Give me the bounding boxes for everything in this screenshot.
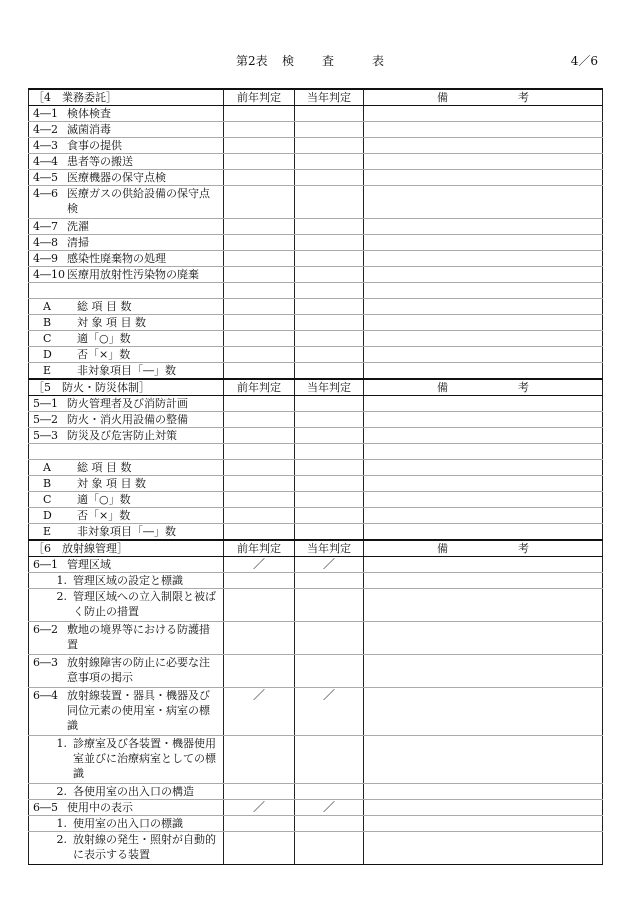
table-row [29,138,603,154]
curr-cell[interactable] [295,396,364,412]
item-label: 敷地の境界等における防護措置 [67,623,210,651]
table-row [29,186,603,219]
prev-cell[interactable] [224,428,295,444]
item-number: A [43,461,51,474]
curr-cell[interactable] [295,428,364,444]
table-row [29,557,603,573]
prev-cell-slash [224,688,295,736]
summary-row [29,476,603,492]
curr-cell[interactable] [295,363,364,380]
remark-cell[interactable] [364,122,603,138]
curr-cell[interactable] [295,573,364,589]
section-title: ［6 放射線管理］ [29,540,224,557]
section-header-row [29,89,603,106]
col-remark-header: 備 考 [364,379,603,396]
item-label: 洗濯 [67,220,89,233]
item-number: B [43,477,52,490]
title-part: 査 [322,54,335,68]
remark-cell[interactable] [364,331,603,347]
table-row [29,412,603,428]
curr-cell[interactable] [295,154,364,170]
table-row [29,816,603,832]
remark-cell[interactable] [364,816,603,832]
prev-cell[interactable] [224,154,295,170]
item-label: 使用中の表示 [67,801,133,814]
remark-cell[interactable] [364,347,603,363]
table-row [29,122,603,138]
remark-cell[interactable] [364,524,603,541]
not-applicable-slash: ／ [322,800,335,814]
summary-row [29,363,603,380]
remark-cell[interactable] [364,219,603,235]
page-number: 4／6 [570,54,598,68]
section-header-row [29,540,603,557]
prev-cell[interactable] [224,508,295,524]
item-number: 2. [56,785,67,798]
prev-cell[interactable] [224,492,295,508]
item-number: 4―4 [33,155,58,168]
curr-cell[interactable] [295,235,364,251]
item-label: 防火管理者及び消防計画 [67,397,188,410]
remark-cell[interactable] [364,138,603,154]
item-number: 4―10 [33,268,65,281]
item-number: 2. [56,590,67,603]
curr-cell-slash [295,557,364,573]
curr-cell[interactable] [295,492,364,508]
curr-cell[interactable] [295,589,364,622]
item-label: 医療ガスの供給設備の保守点検 [67,187,210,215]
curr-cell[interactable] [295,476,364,492]
item-number: 6―4 [33,689,58,702]
prev-cell[interactable] [224,235,295,251]
section-title: ［4 業務委託］ [29,89,224,106]
curr-cell[interactable] [295,315,364,331]
item-label: 適「○」数 [77,493,131,506]
prev-cell[interactable] [224,476,295,492]
title-part: 第2表 [236,54,268,68]
inspection-table [28,88,603,865]
curr-cell[interactable] [295,122,364,138]
prev-cell[interactable] [224,589,295,622]
curr-cell[interactable] [295,186,364,219]
prev-cell[interactable] [224,396,295,412]
prev-cell[interactable] [224,219,295,235]
prev-cell[interactable] [224,363,295,380]
prev-cell[interactable] [224,784,295,800]
remark-cell[interactable] [364,428,603,444]
prev-cell[interactable] [224,267,295,283]
curr-cell[interactable] [295,508,364,524]
not-applicable-slash: ／ [322,688,335,702]
table-row [29,800,603,816]
table-row [29,170,603,186]
table-row [29,235,603,251]
prev-cell[interactable] [224,573,295,589]
curr-cell[interactable] [295,784,364,800]
item-number: 2. [56,833,67,846]
col-prev-header: 前年判定 [224,540,295,557]
remark-cell[interactable] [364,460,603,476]
col-remark-header: 備 考 [364,540,603,557]
item-number: 5―1 [33,397,58,410]
prev-cell[interactable] [224,655,295,688]
prev-cell-slash [224,800,295,816]
item-label: 清掃 [67,236,89,249]
item-number: D [43,509,52,522]
blank-row [29,444,603,460]
table-row [29,784,603,800]
table-row [29,251,603,267]
remark-cell[interactable] [364,363,603,380]
prev-cell[interactable] [224,816,295,832]
item-label: 非対象項目「―」数 [77,364,176,377]
prev-cell[interactable] [224,122,295,138]
col-curr-header: 当年判定 [295,540,364,557]
curr-cell[interactable] [295,460,364,476]
prev-cell[interactable] [224,460,295,476]
item-number: D [43,348,52,361]
item-label: 適「○」数 [77,332,131,345]
curr-cell[interactable] [295,412,364,428]
item-number: C [43,332,52,345]
curr-cell[interactable] [295,816,364,832]
item-label: 否「×」数 [77,509,131,522]
prev-cell[interactable] [224,186,295,219]
item-number: E [43,364,52,377]
item-number: 6―1 [33,558,58,571]
item-label: 感染性廃棄物の処理 [67,252,166,265]
item-label: 医療用放射性汚染物の廃棄 [67,268,199,281]
curr-cell[interactable] [295,331,364,347]
table-row [29,589,603,622]
prev-cell[interactable] [224,524,295,541]
not-applicable-slash: ／ [252,688,265,702]
col-curr-header: 当年判定 [295,89,364,106]
item-label: 診療室及び各装置・機器使用室並びに治療病室としての標識 [73,737,216,780]
curr-cell[interactable] [295,219,364,235]
table-row [29,428,603,444]
item-number: 1. [56,817,67,830]
remark-cell[interactable] [364,800,603,816]
remark-cell[interactable] [364,267,603,283]
summary-row [29,460,603,476]
remark-cell[interactable] [364,315,603,331]
item-number: 6―2 [33,623,58,636]
item-label: 対 象 項 目 数 [77,316,146,329]
summary-row [29,492,603,508]
curr-cell[interactable] [295,299,364,315]
remark-cell[interactable] [364,170,603,186]
item-number: 6―5 [33,801,58,814]
item-number: 1. [56,737,67,750]
remark-cell[interactable] [364,589,603,622]
not-applicable-slash: ／ [322,557,335,571]
curr-cell[interactable] [295,267,364,283]
curr-cell[interactable] [295,106,364,122]
item-number: 5―3 [33,429,58,442]
prev-cell[interactable] [224,412,295,428]
remark-cell[interactable] [364,736,603,784]
summary-row [29,524,603,541]
remark-cell[interactable] [364,154,603,170]
curr-cell[interactable] [295,170,364,186]
summary-row [29,315,603,331]
prev-cell[interactable] [224,315,295,331]
table-row [29,736,603,784]
item-number: 4―7 [33,220,58,233]
item-number: 4―8 [33,236,58,249]
item-label: 放射線装置・器具・機器及び同位元素の使用室・病室の標識 [67,689,210,732]
item-label: 滅菌消毒 [67,123,111,136]
remark-cell[interactable] [364,573,603,589]
col-prev-header: 前年判定 [224,89,295,106]
col-curr-header: 当年判定 [295,379,364,396]
curr-cell-slash [295,688,364,736]
title-part: 表 [372,54,385,68]
item-number: 5―2 [33,413,58,426]
table-row [29,622,603,655]
prev-cell[interactable] [224,736,295,784]
table-row [29,154,603,170]
section-title: ［5 防火・防災体制］ [29,379,224,396]
item-label: 放射線の発生・照射が自動的に表示する装置 [73,833,216,861]
prev-cell[interactable] [224,170,295,186]
item-number: 4―9 [33,252,58,265]
title-part: 検 [282,54,295,68]
prev-cell[interactable] [224,106,295,122]
item-number: B [43,316,52,329]
remark-cell[interactable] [364,557,603,573]
item-label: 医療機器の保守点検 [67,171,166,184]
summary-row [29,508,603,524]
summary-row [29,331,603,347]
table-row [29,832,603,865]
table-row [29,655,603,688]
remark-cell[interactable] [364,492,603,508]
item-label: 防火・消火用設備の整備 [67,413,188,426]
curr-cell[interactable] [295,524,364,541]
remark-cell[interactable] [364,396,603,412]
item-label: 使用室の出入口の標識 [73,817,183,830]
prev-cell[interactable] [224,251,295,267]
item-label: 非対象項目「―」数 [77,525,176,538]
item-label: 管理区域の設定と標識 [73,574,183,587]
curr-cell[interactable] [295,347,364,363]
summary-row [29,299,603,315]
table-row [29,106,603,122]
remark-cell[interactable] [364,106,603,122]
blank-row [29,283,603,299]
item-label: 否「×」数 [77,348,131,361]
item-label: 対 象 項 目 数 [77,477,146,490]
item-number: 4―6 [33,187,58,200]
item-label: 管理区域 [67,558,111,571]
item-number: 1. [56,574,67,587]
item-number: 6―3 [33,656,58,669]
remark-cell[interactable] [364,299,603,315]
col-prev-header: 前年判定 [224,379,295,396]
remark-cell[interactable] [364,251,603,267]
item-label: 検体検査 [67,107,111,120]
remark-cell[interactable] [364,832,603,865]
remark-cell[interactable] [364,235,603,251]
item-number: 4―5 [33,171,58,184]
remark-cell[interactable] [364,508,603,524]
remark-cell[interactable] [364,688,603,736]
prev-cell-slash [224,557,295,573]
curr-cell[interactable] [295,138,364,154]
item-number: 4―1 [33,107,58,120]
item-number: 4―3 [33,139,58,152]
curr-cell[interactable] [295,622,364,655]
prev-cell[interactable] [224,347,295,363]
remark-cell[interactable] [364,186,603,219]
curr-cell[interactable] [295,251,364,267]
not-applicable-slash: ／ [252,557,265,571]
table-row [29,573,603,589]
curr-cell[interactable] [295,832,364,865]
prev-cell[interactable] [224,331,295,347]
item-label: 各使用室の出入口の構造 [73,785,194,798]
table-row [29,688,603,736]
item-number: C [43,493,52,506]
item-number: A [43,300,51,313]
curr-cell-slash [295,800,364,816]
section-header-row [29,379,603,396]
table-row [29,396,603,412]
prev-cell[interactable] [224,832,295,865]
item-label: 管理区域への立入制限と被ばく防止の措置 [73,590,216,618]
remark-cell[interactable] [364,655,603,688]
item-label: 総 項 目 数 [77,300,132,313]
item-label: 患者等の搬送 [67,155,133,168]
item-number: E [43,525,52,538]
item-number: 4―2 [33,123,58,136]
curr-cell[interactable] [295,736,364,784]
not-applicable-slash: ／ [252,800,265,814]
item-label: 食事の提供 [67,139,122,152]
item-label: 放射線障害の防止に必要な注意事項の掲示 [67,656,210,684]
remark-cell[interactable] [364,784,603,800]
prev-cell[interactable] [224,299,295,315]
summary-row [29,347,603,363]
curr-cell[interactable] [295,655,364,688]
col-remark-header: 備 考 [364,89,603,106]
item-label: 防災及び危害防止対策 [67,429,177,442]
remark-cell[interactable] [364,622,603,655]
table-row [29,219,603,235]
remark-cell[interactable] [364,412,603,428]
item-label: 総 項 目 数 [77,461,132,474]
prev-cell[interactable] [224,138,295,154]
table-row [29,267,603,283]
remark-cell[interactable] [364,476,603,492]
prev-cell[interactable] [224,622,295,655]
